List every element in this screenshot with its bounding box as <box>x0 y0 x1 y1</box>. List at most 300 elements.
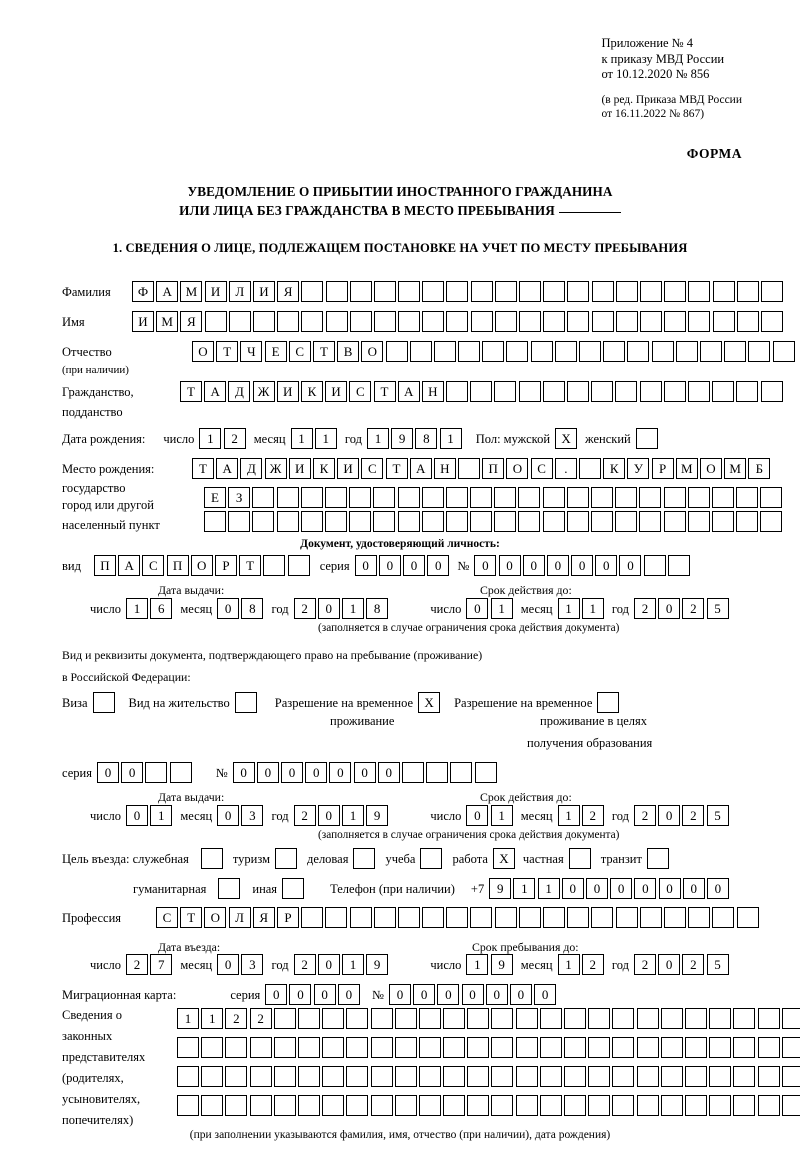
purpose-tourism-checkbox[interactable] <box>275 848 297 869</box>
char-box[interactable]: 9 <box>366 805 388 826</box>
char-box[interactable] <box>591 381 613 402</box>
char-box[interactable]: 0 <box>658 954 680 975</box>
char-box[interactable]: 0 <box>659 878 681 899</box>
char-box[interactable] <box>543 907 565 928</box>
char-box[interactable]: 9 <box>489 878 511 899</box>
char-box[interactable] <box>712 487 734 508</box>
char-box[interactable]: 1 <box>126 598 148 619</box>
char-box[interactable] <box>395 1037 417 1058</box>
char-box[interactable] <box>640 311 662 332</box>
char-box[interactable]: 0 <box>217 805 239 826</box>
char-box[interactable] <box>326 281 348 302</box>
char-box[interactable] <box>350 311 372 332</box>
edu-residence-checkbox[interactable] <box>597 692 619 713</box>
char-box[interactable] <box>685 1037 707 1058</box>
char-box[interactable] <box>591 907 613 928</box>
char-box[interactable]: Я <box>277 281 299 302</box>
char-box[interactable] <box>713 281 735 302</box>
char-box[interactable]: А <box>156 281 178 302</box>
char-box[interactable]: 9 <box>391 428 413 449</box>
char-box[interactable] <box>494 381 516 402</box>
char-box[interactable] <box>782 1095 800 1116</box>
char-box[interactable] <box>592 311 614 332</box>
stay-valid-day-input[interactable] <box>466 805 514 826</box>
char-box[interactable]: З <box>228 487 250 508</box>
char-box[interactable] <box>543 281 565 302</box>
char-box[interactable] <box>588 1037 610 1058</box>
char-box[interactable]: Л <box>229 907 251 928</box>
char-box[interactable] <box>491 1008 513 1029</box>
identity-valid-year-input[interactable] <box>634 598 731 619</box>
char-box[interactable] <box>371 1008 393 1029</box>
check-box[interactable] <box>636 428 658 449</box>
char-box[interactable] <box>201 1066 223 1087</box>
char-box[interactable] <box>688 381 710 402</box>
char-box[interactable] <box>782 1037 800 1058</box>
char-box[interactable] <box>228 511 250 532</box>
char-box[interactable]: 1 <box>440 428 462 449</box>
char-box[interactable] <box>543 311 565 332</box>
char-box[interactable] <box>612 1008 634 1029</box>
char-box[interactable]: И <box>205 281 227 302</box>
char-box[interactable]: 1 <box>291 428 313 449</box>
char-box[interactable]: 1 <box>538 878 560 899</box>
char-box[interactable]: М <box>724 458 746 479</box>
char-box[interactable] <box>350 907 372 928</box>
char-box[interactable]: 1 <box>558 598 580 619</box>
char-box[interactable] <box>374 907 396 928</box>
char-box[interactable]: П <box>94 555 116 576</box>
birthplace-input-row-2[interactable] <box>204 487 785 508</box>
char-box[interactable]: 0 <box>427 555 449 576</box>
char-box[interactable] <box>170 762 192 783</box>
check-box[interactable] <box>597 692 619 713</box>
surname-input[interactable] <box>132 281 785 302</box>
char-box[interactable]: 2 <box>634 598 656 619</box>
char-box[interactable] <box>252 511 274 532</box>
stay-valid-year-input[interactable] <box>634 805 731 826</box>
char-box[interactable]: 2 <box>294 954 316 975</box>
char-box[interactable] <box>177 1037 199 1058</box>
char-box[interactable] <box>688 311 710 332</box>
char-box[interactable] <box>298 1037 320 1058</box>
char-box[interactable] <box>446 907 468 928</box>
char-box[interactable] <box>373 511 395 532</box>
identity-issue-day-input[interactable] <box>126 598 174 619</box>
char-box[interactable] <box>204 511 226 532</box>
profession-input[interactable] <box>156 907 761 928</box>
char-box[interactable] <box>301 281 323 302</box>
char-box[interactable]: 2 <box>126 954 148 975</box>
char-box[interactable] <box>252 487 274 508</box>
char-box[interactable]: 1 <box>491 805 513 826</box>
char-box[interactable]: 2 <box>225 1008 247 1029</box>
birth-day-input[interactable] <box>199 428 247 449</box>
char-box[interactable] <box>398 281 420 302</box>
char-box[interactable] <box>470 907 492 928</box>
char-box[interactable]: 0 <box>586 878 608 899</box>
char-box[interactable] <box>398 907 420 928</box>
char-box[interactable]: Е <box>265 341 287 362</box>
char-box[interactable]: 5 <box>707 598 729 619</box>
char-box[interactable]: 0 <box>658 598 680 619</box>
char-box[interactable] <box>685 1008 707 1029</box>
char-box[interactable] <box>567 281 589 302</box>
migration-series-input[interactable] <box>265 984 362 1005</box>
char-box[interactable]: Т <box>180 381 202 402</box>
char-box[interactable]: 8 <box>366 598 388 619</box>
representatives-input-2[interactable] <box>177 1037 800 1058</box>
char-box[interactable] <box>410 341 432 362</box>
representatives-input-3[interactable] <box>177 1066 800 1087</box>
char-box[interactable] <box>288 555 310 576</box>
char-box[interactable] <box>616 907 638 928</box>
char-box[interactable]: 1 <box>582 598 604 619</box>
birthplace-input-row-3[interactable] <box>204 511 785 532</box>
char-box[interactable]: 1 <box>342 954 364 975</box>
char-box[interactable] <box>603 341 625 362</box>
char-box[interactable] <box>373 487 395 508</box>
char-box[interactable] <box>713 311 735 332</box>
check-box[interactable] <box>235 692 257 713</box>
char-box[interactable]: 0 <box>126 805 148 826</box>
char-box[interactable] <box>591 487 613 508</box>
char-box[interactable]: 0 <box>403 555 425 576</box>
char-box[interactable]: 0 <box>523 555 545 576</box>
char-box[interactable]: 0 <box>217 954 239 975</box>
char-box[interactable] <box>664 511 686 532</box>
char-box[interactable] <box>612 1037 634 1058</box>
char-box[interactable] <box>205 311 227 332</box>
char-box[interactable] <box>419 1095 441 1116</box>
char-box[interactable]: 0 <box>318 805 340 826</box>
char-box[interactable] <box>298 1008 320 1029</box>
char-box[interactable]: И <box>253 281 275 302</box>
check-box[interactable]: Х <box>418 692 440 713</box>
char-box[interactable]: Я <box>253 907 275 928</box>
char-box[interactable]: Р <box>215 555 237 576</box>
char-box[interactable] <box>225 1037 247 1058</box>
char-box[interactable] <box>301 511 323 532</box>
char-box[interactable]: 0 <box>634 878 656 899</box>
char-box[interactable] <box>495 311 517 332</box>
char-box[interactable] <box>615 511 637 532</box>
char-box[interactable] <box>471 311 493 332</box>
check-box[interactable] <box>275 848 297 869</box>
char-box[interactable] <box>277 311 299 332</box>
char-box[interactable] <box>518 487 540 508</box>
char-box[interactable] <box>395 1066 417 1087</box>
char-box[interactable]: С <box>156 907 178 928</box>
char-box[interactable] <box>422 907 444 928</box>
char-box[interactable] <box>434 341 456 362</box>
char-box[interactable]: О <box>192 341 214 362</box>
char-box[interactable] <box>782 1008 800 1029</box>
char-box[interactable] <box>644 555 666 576</box>
check-box[interactable] <box>93 692 115 713</box>
char-box[interactable]: 1 <box>342 598 364 619</box>
char-box[interactable]: 9 <box>491 954 513 975</box>
char-box[interactable]: 0 <box>619 555 641 576</box>
char-box[interactable] <box>737 907 759 928</box>
char-box[interactable] <box>371 1095 393 1116</box>
char-box[interactable]: 0 <box>97 762 119 783</box>
birth-month-input[interactable] <box>291 428 339 449</box>
char-box[interactable] <box>760 487 782 508</box>
char-box[interactable]: Т <box>313 341 335 362</box>
char-box[interactable] <box>616 281 638 302</box>
char-box[interactable] <box>422 281 444 302</box>
char-box[interactable] <box>516 1066 538 1087</box>
char-box[interactable]: 7 <box>150 954 172 975</box>
char-box[interactable]: 0 <box>355 555 377 576</box>
char-box[interactable]: 0 <box>314 984 336 1005</box>
char-box[interactable] <box>491 1037 513 1058</box>
char-box[interactable] <box>458 458 480 479</box>
char-box[interactable] <box>458 341 480 362</box>
entry-year-input[interactable] <box>294 954 391 975</box>
identity-issue-month-input[interactable] <box>217 598 265 619</box>
char-box[interactable] <box>471 281 493 302</box>
char-box[interactable]: Я <box>180 311 202 332</box>
char-box[interactable] <box>627 341 649 362</box>
char-box[interactable]: И <box>289 458 311 479</box>
char-box[interactable]: 0 <box>437 984 459 1005</box>
char-box[interactable]: Ф <box>132 281 154 302</box>
patronymic-input[interactable] <box>192 341 797 362</box>
char-box[interactable] <box>495 907 517 928</box>
char-box[interactable]: 2 <box>294 598 316 619</box>
char-box[interactable] <box>758 1037 780 1058</box>
identity-doc-kind-input[interactable] <box>94 555 312 576</box>
char-box[interactable] <box>519 311 541 332</box>
char-box[interactable]: 1 <box>367 428 389 449</box>
char-box[interactable] <box>612 1066 634 1087</box>
char-box[interactable]: И <box>337 458 359 479</box>
char-box[interactable]: П <box>482 458 504 479</box>
char-box[interactable]: 0 <box>389 984 411 1005</box>
char-box[interactable] <box>588 1008 610 1029</box>
char-box[interactable]: 0 <box>265 984 287 1005</box>
char-box[interactable]: А <box>204 381 226 402</box>
char-box[interactable] <box>564 1008 586 1029</box>
char-box[interactable] <box>564 1037 586 1058</box>
char-box[interactable] <box>591 511 613 532</box>
char-box[interactable] <box>724 341 746 362</box>
purpose-work-checkbox[interactable] <box>493 848 515 869</box>
char-box[interactable] <box>709 1066 731 1087</box>
char-box[interactable] <box>661 1037 683 1058</box>
char-box[interactable] <box>201 1037 223 1058</box>
char-box[interactable] <box>506 341 528 362</box>
char-box[interactable] <box>225 1066 247 1087</box>
char-box[interactable] <box>491 1066 513 1087</box>
char-box[interactable]: Т <box>180 907 202 928</box>
char-box[interactable]: 1 <box>491 598 513 619</box>
char-box[interactable]: 0 <box>683 878 705 899</box>
char-box[interactable] <box>298 1095 320 1116</box>
char-box[interactable]: Р <box>652 458 674 479</box>
stay-until-year-input[interactable] <box>634 954 731 975</box>
char-box[interactable] <box>661 1066 683 1087</box>
purpose-transit-checkbox[interactable] <box>647 848 669 869</box>
char-box[interactable]: Л <box>229 281 251 302</box>
firstname-input[interactable] <box>132 311 785 332</box>
char-box[interactable] <box>567 511 589 532</box>
char-box[interactable] <box>491 1095 513 1116</box>
char-box[interactable] <box>688 487 710 508</box>
char-box[interactable] <box>419 1066 441 1087</box>
char-box[interactable] <box>443 1037 465 1058</box>
identity-doc-series-input[interactable] <box>355 555 452 576</box>
citizenship-input[interactable] <box>180 381 785 402</box>
purpose-other-checkbox[interactable] <box>282 878 304 899</box>
char-box[interactable] <box>712 907 734 928</box>
char-box[interactable]: С <box>531 458 553 479</box>
char-box[interactable] <box>446 381 468 402</box>
char-box[interactable] <box>639 511 661 532</box>
char-box[interactable]: 0 <box>534 984 556 1005</box>
stay-issue-day-input[interactable] <box>126 805 174 826</box>
char-box[interactable]: 0 <box>379 555 401 576</box>
stay-valid-month-input[interactable] <box>558 805 606 826</box>
char-box[interactable]: 0 <box>466 805 488 826</box>
char-box[interactable] <box>588 1066 610 1087</box>
char-box[interactable] <box>709 1095 731 1116</box>
char-box[interactable]: . <box>555 458 577 479</box>
char-box[interactable]: 0 <box>318 598 340 619</box>
char-box[interactable] <box>733 1037 755 1058</box>
char-box[interactable] <box>661 1008 683 1029</box>
char-box[interactable]: 0 <box>547 555 569 576</box>
char-box[interactable] <box>177 1095 199 1116</box>
char-box[interactable] <box>543 381 565 402</box>
char-box[interactable]: У <box>627 458 649 479</box>
char-box[interactable]: О <box>506 458 528 479</box>
char-box[interactable] <box>737 311 759 332</box>
char-box[interactable]: И <box>325 381 347 402</box>
char-box[interactable] <box>615 381 637 402</box>
char-box[interactable] <box>426 762 448 783</box>
char-box[interactable] <box>145 762 167 783</box>
char-box[interactable]: 2 <box>634 805 656 826</box>
char-box[interactable] <box>664 311 686 332</box>
char-box[interactable] <box>637 1037 659 1058</box>
char-box[interactable]: 6 <box>150 598 172 619</box>
char-box[interactable] <box>661 1095 683 1116</box>
char-box[interactable]: 0 <box>610 878 632 899</box>
stay-number-input[interactable] <box>233 762 499 783</box>
char-box[interactable] <box>640 281 662 302</box>
check-box[interactable] <box>282 878 304 899</box>
char-box[interactable]: 0 <box>354 762 376 783</box>
purpose-private-checkbox[interactable] <box>569 848 591 869</box>
char-box[interactable] <box>709 1037 731 1058</box>
char-box[interactable] <box>301 907 323 928</box>
char-box[interactable] <box>326 311 348 332</box>
char-box[interactable] <box>637 1095 659 1116</box>
char-box[interactable]: 5 <box>707 805 729 826</box>
char-box[interactable]: Е <box>204 487 226 508</box>
char-box[interactable]: 1 <box>177 1008 199 1029</box>
char-box[interactable]: 2 <box>224 428 246 449</box>
char-box[interactable]: М <box>156 311 178 332</box>
char-box[interactable] <box>482 341 504 362</box>
char-box[interactable] <box>325 511 347 532</box>
char-box[interactable] <box>588 1095 610 1116</box>
char-box[interactable] <box>250 1095 272 1116</box>
char-box[interactable] <box>446 281 468 302</box>
char-box[interactable] <box>371 1066 393 1087</box>
char-box[interactable] <box>398 487 420 508</box>
purpose-service-checkbox[interactable] <box>201 848 223 869</box>
char-box[interactable] <box>685 1095 707 1116</box>
char-box[interactable] <box>637 1008 659 1029</box>
char-box[interactable] <box>579 458 601 479</box>
char-box[interactable]: К <box>603 458 625 479</box>
char-box[interactable]: 0 <box>562 878 584 899</box>
identity-doc-number-input[interactable] <box>474 555 692 576</box>
char-box[interactable]: 3 <box>241 805 263 826</box>
char-box[interactable] <box>422 511 444 532</box>
char-box[interactable]: 1 <box>342 805 364 826</box>
char-box[interactable] <box>274 1066 296 1087</box>
char-box[interactable] <box>346 1037 368 1058</box>
char-box[interactable] <box>346 1095 368 1116</box>
char-box[interactable]: 0 <box>474 555 496 576</box>
char-box[interactable] <box>761 381 783 402</box>
char-box[interactable]: Н <box>434 458 456 479</box>
visa-checkbox[interactable] <box>93 692 115 713</box>
char-box[interactable] <box>737 281 759 302</box>
purpose-study-checkbox[interactable] <box>420 848 442 869</box>
char-box[interactable] <box>640 907 662 928</box>
char-box[interactable] <box>615 487 637 508</box>
char-box[interactable]: Д <box>228 381 250 402</box>
char-box[interactable] <box>349 511 371 532</box>
char-box[interactable]: С <box>289 341 311 362</box>
char-box[interactable]: А <box>398 381 420 402</box>
char-box[interactable] <box>518 511 540 532</box>
char-box[interactable] <box>446 511 468 532</box>
char-box[interactable]: 1 <box>315 428 337 449</box>
char-box[interactable]: Ж <box>265 458 287 479</box>
char-box[interactable]: 2 <box>294 805 316 826</box>
char-box[interactable]: 0 <box>486 984 508 1005</box>
char-box[interactable] <box>543 511 565 532</box>
char-box[interactable] <box>567 381 589 402</box>
char-box[interactable]: Ж <box>253 381 275 402</box>
char-box[interactable] <box>470 511 492 532</box>
char-box[interactable] <box>470 487 492 508</box>
char-box[interactable]: К <box>301 381 323 402</box>
char-box[interactable] <box>540 1095 562 1116</box>
char-box[interactable] <box>395 1095 417 1116</box>
char-box[interactable] <box>277 511 299 532</box>
char-box[interactable]: К <box>313 458 335 479</box>
char-box[interactable]: М <box>676 458 698 479</box>
char-box[interactable] <box>274 1008 296 1029</box>
char-box[interactable] <box>616 311 638 332</box>
char-box[interactable]: 0 <box>329 762 351 783</box>
char-box[interactable]: Т <box>386 458 408 479</box>
char-box[interactable]: 0 <box>121 762 143 783</box>
char-box[interactable] <box>470 381 492 402</box>
char-box[interactable]: 0 <box>499 555 521 576</box>
char-box[interactable] <box>201 1095 223 1116</box>
char-box[interactable] <box>446 311 468 332</box>
char-box[interactable] <box>322 1066 344 1087</box>
